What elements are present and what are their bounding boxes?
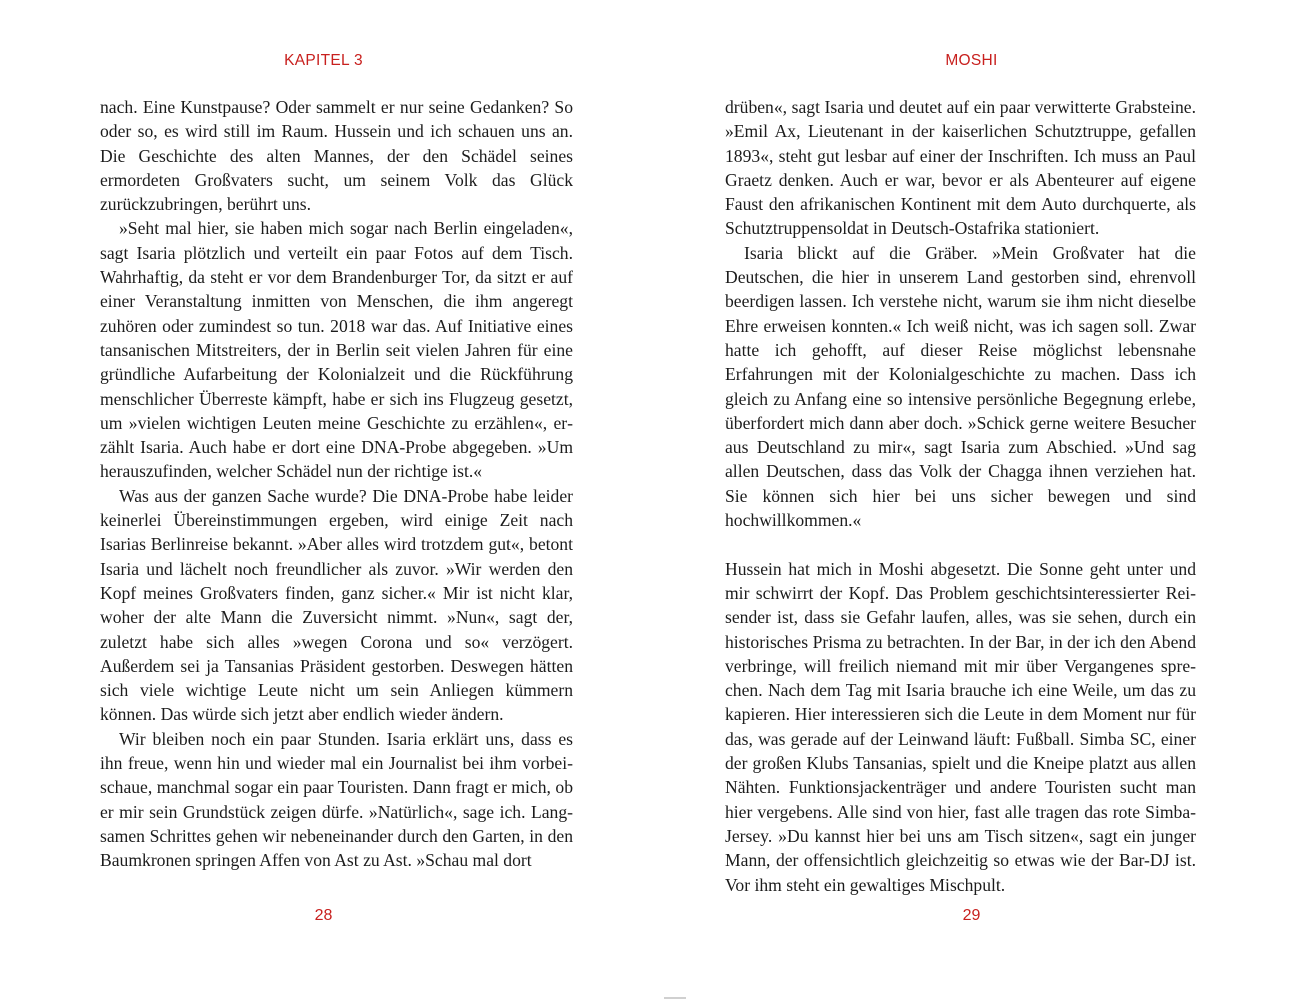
page-number-left: 28 (314, 907, 333, 924)
paragraph: »Seht mal hier, sie haben mich sogar nach Berlin eingeladen«, sagt Isaria plötzlich und verteilt ein paar Fotos auf dem Tisch. Wahrhaftig, da steht er vor dem Brandenburger Tor, da sitzt er auf einer Veranstaltung inmitten von Menschen, die ihm angeregt zuhören oder zumindest so tun. 2018 war das. Auf Initiative eines tansanischen Mitstreiters, der in Berlin seit vielen Jahren für eine gründliche Aufarbeitung der Kolonialzeit und die Rückführung menschlicher Überreste kämpft, habe er sich ins Flugzeug gesetzt, um »vielen wichtigen Leuten meine Geschichte zu erzählen«, erzählt Isaria. Auch habe er dort eine DNA-Probe abgegeben. »Um herauszufinden, welcher Schädel nun der richtige ist.« (100, 218, 573, 482)
left-page-body (100, 95, 573, 873)
right-page (648, 0, 1295, 1000)
paragraph: Wir bleiben noch ein paar Stunden. Isaria erklärt uns, dass es ihn freue, wenn hin und wieder mal ein Journalist bei ihm vorbeischaue, manchmal sogar ein paar Touristen. Dann fragt er mich, ob er mir sein Grundstück zeigen dürfe. »Natürlich«, sage ich. Langsamen Schrittes gehen wir nebeneinander durch den Garten, in den Baumkronen springen Affen von Ast zu Ast. »Schau mal dort (100, 728, 573, 871)
gutter-divider (664, 997, 686, 999)
paragraph: nach. Eine Kunstpause? Oder sammelt er nur seine Gedanken? So oder so, es wird still im Raum. Hussein und ich schauen uns an. Die Geschichte des alten Mannes, der den Schädel seines ermordeten Großvaters sucht, um seinem Volk das Glück zurückzubringen, berührt uns. (100, 97, 573, 215)
right-page-body (725, 95, 1196, 897)
running-head-right: MOSHI (945, 52, 998, 69)
paragraph: drüben«, sagt Isaria und deutet auf ein paar verwitterte Grabsteine. »Emil Ax, Lieutenant in der kaiserlichen Schutztruppe, gefallen 1893«, steht gut lesbar auf einer der Inschriften. Ich muss an Paul Graetz denken. Auch er war, bevor er als Abenteurer auf eigene Faust den afrikanischen Kontinent mit dem Auto durchquerte, als Schutztruppensoldat in Deutsch-Ostafrika stationiert. (725, 97, 1196, 239)
left-page (0, 0, 647, 1000)
running-head-left: KAPITEL 3 (284, 52, 363, 69)
page-number-right: 29 (962, 907, 981, 924)
section-start-paragraph: Hussein hat mich in Moshi abgesetzt. Die Sonne geht unter und mir schwirrt der Kopf. Das Problem geschichtsinteressierter Reisender ist, dass sie Gefahr laufen, alles, was sie sehen, durch ein historisches Prisma zu betrachten. In der Bar, in der ich den Abend verbringe, will freilich niemand mit mir über Vergangenes sprechen. Nach dem Tag mit Isaria brauche ich eine Weile, um das zu kapieren. Hier interessieren sich die Leute in dem Moment nur für das, was gerade auf der Leinwand läuft: Fußball. Simba SC, einer der großen Klubs Tansanias, spielt und die Kneipe platzt aus allen Nähten. Funktionsjackenträger und andere Touristen sucht man hier vergebens. Alle sind von hier, fast alle tragen das rote Simba-Jersey. »Du kannst hier bei uns am Tisch sitzen«, sagt ein junger Mann, der offensichtlich gleichzeitig so etwas wie der Bar-DJ ist. Vor ihm steht ein gewaltiges Mischpult. (725, 558, 1196, 895)
paragraph: Isaria blickt auf die Gräber. »Mein Großvater hat die Deutschen, die hier in unserem Land gestorben sind, ehrenvoll beerdigen lassen. Ich verstehe nicht, warum sie ihm nicht dieselbe Ehre erweisen konnten.« Ich weiß nicht, was ich sagen soll. Zwar hatte ich gehofft, auf dieser Reise möglichst lebensnahe Erfahrungen mit der Kolonialgeschichte zu machen. Dass ich gleich zu Anfang eine so intensive persönliche Begegnung erlebe, überfordert mich dann aber doch. »Schick gerne weitere Besucher aus Deutschland zu mir«, sagt Isaria zum Abschied. »Und sag allen Deutschen, dass das Volk der Chagga ihnen verziehen hat. Sie können sich hier bei uns sicher bewegen und sind hochwillkommen.« (725, 242, 1196, 531)
paragraph: Was aus der ganzen Sache wurde? Die DNA-Probe habe leider keinerlei Übereinstimmungen ergeben, wird einige Zeit nach Isarias Berlinreise bekannt. »Aber alles wird trotzdem gut«, betont Isaria und lächelt noch freundlicher als zuvor. »Wir werden den Kopf meines Großvaters finden, ganz sicher.« Mir ist nicht klar, woher der alte Mann die Zuversicht nimmt. »Nun«, sagt der, zuletzt habe sich alles »wegen Corona und so« verzögert. Außerdem sei ja Tansanias Präsident gestorben. Deswegen hätten sich viele wichtige Leute nicht um sein Anliegen kümmern können. Das würde sich jetzt aber endlich wieder ändern. (100, 485, 573, 725)
